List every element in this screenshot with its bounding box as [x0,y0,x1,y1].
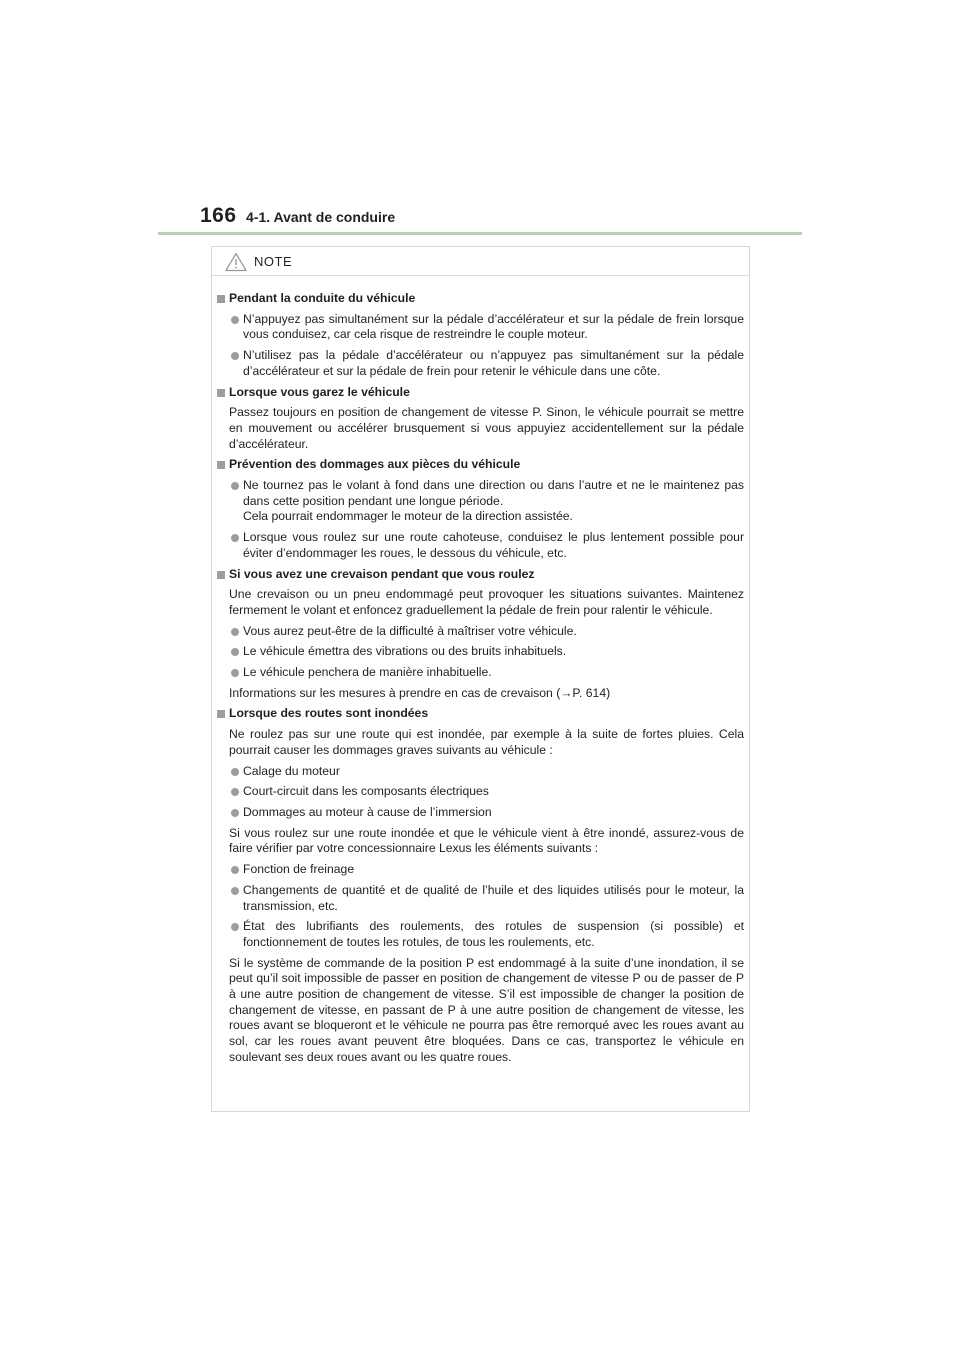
note-content [217,291,744,1071]
circle-bullet-icon [231,352,239,360]
circle-bullet-icon [231,788,239,796]
section-title: 4-1. Avant de conduire [246,209,396,225]
list-item: État des lubrifiants des roulements, des rotules de suspension (si possible) et fonctionnement de toutes les rotules, de tous les roulements, etc. [217,919,744,950]
circle-bullet-icon [231,866,239,874]
section-heading: Lorsque vous garez le véhicule [217,385,744,401]
square-bullet-icon [217,710,225,718]
list-item: Le véhicule émettra des vibrations ou des bruits inhabituels. [217,644,744,660]
page-number: 166 [200,204,237,227]
paragraph: Si le système de commande de la position P est endommagé à la suite d’une inondation, il se peut qu’il soit impossible de passer en position de changement de vitesse P ou de passer de P à une autre position de changement de vitesse. S’il est impossible de changer la position de changement de vitesse, en passant de P à une autre position de changement de vitesse, les roues avant se bloqueront et le véhicule ne pourra pas être remorqué avec les roues avant au sol, car les roues avant peuvent être bloquées. Dans ce cas, transportez le véhicule en soulevant ses deux roues avant ou les quatre roues. [229,955,744,1064]
list-item: Lorsque vous roulez sur une route cahoteuse, conduisez le plus lentement possible pour éviter d’endommager les roues, le dessous du véhicule, etc. [217,530,744,561]
list-item: Court-circuit dans les composants électriques [217,784,744,800]
square-bullet-icon [217,461,225,469]
note-box [211,246,750,1112]
note-header [212,247,749,276]
circle-bullet-icon [231,887,239,895]
list-item: Vous aurez peut-être de la difficulté à maîtriser votre véhicule. [217,624,744,640]
list-item: Changements de quantité et de qualité de l’huile et des liquides utilisés pour le moteur, la transmission, etc. [217,883,744,914]
list-item: Dommages au moteur à cause de l’immersion [217,805,744,821]
list-item: N’appuyez pas simultanément sur la pédale d’accélérateur et sur la pédale de frein lorsque vous conduisez, car cela risque de restreindre le couple moteur. [217,312,744,343]
circle-bullet-icon [231,628,239,636]
circle-bullet-icon [231,316,239,324]
circle-bullet-icon [231,648,239,656]
circle-bullet-icon [231,669,239,677]
list-item: Le véhicule penchera de manière inhabituelle. [217,665,744,681]
square-bullet-icon [217,571,225,579]
list-item: N’utilisez pas la pédale d’accélérateur ou n’appuyez pas simultanément sur la pédale d’accélérateur et sur la pédale de frein pour retenir le véhicule dans une côte. [217,348,744,379]
paragraph: Si vous roulez sur une route inondée et que le véhicule vient à être inondé, assurez-vous de faire vérifier par votre concessionnaire Lexus les éléments suivants : [229,825,744,856]
paragraph: Informations sur les mesures à prendre en cas de crevaison (→P. 614) [229,685,611,700]
paragraph: Une crevaison ou un pneu endommagé peut provoquer les situations suivantes. Maintenez fermement le volant et enfoncez graduellement la pédale de frein pour ralentir le véhicule. [229,587,744,617]
square-bullet-icon [217,295,225,303]
header-divider [158,232,802,235]
circle-bullet-icon [231,923,239,931]
list-item: Fonction de freinage [217,862,744,878]
paragraph: Passez toujours en position de changement de vitesse P. Sinon, le véhicule pourrait se mettre en mouvement ou accélérer brusquement si vous appuyiez accidentellement sur la pédale d’accélérateur. [229,405,744,451]
section-heading: Si vous avez une crevaison pendant que vous roulez [217,567,744,583]
circle-bullet-icon [231,768,239,776]
section-heading: Pendant la conduite du véhicule [217,291,744,307]
paragraph: Ne roulez pas sur une route qui est inondée, par exemple à la suite de fortes pluies. Cela pourrait causer les dommages graves suivants au véhicule : [229,727,744,757]
section-heading: Lorsque des routes sont inondées [217,706,744,722]
list-item: Calage du moteur [217,764,744,780]
circle-bullet-icon [231,809,239,817]
warning-triangle-icon [225,252,247,272]
section-heading: Prévention des dommages aux pièces du véhicule [217,457,744,473]
note-label: NOTE [254,254,293,269]
square-bullet-icon [217,389,225,397]
circle-bullet-icon [231,482,239,490]
list-item: Ne tournez pas le volant à fond dans une direction ou dans l’autre et ne le maintenez pas dans cette position pendant une longue période. Cela pourrait endommager le moteur de la direction assistée. [217,478,744,525]
page-header [200,204,760,234]
circle-bullet-icon [231,534,239,542]
